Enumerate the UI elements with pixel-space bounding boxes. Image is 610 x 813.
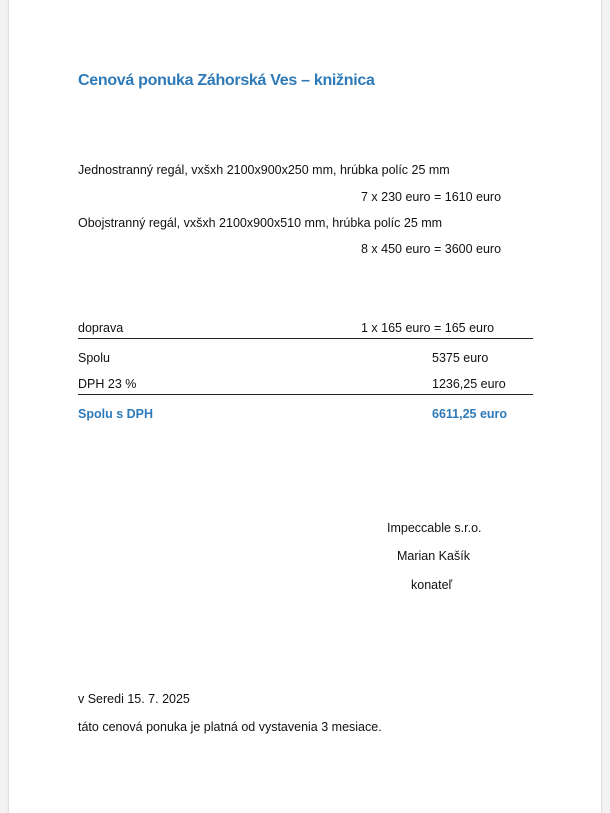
document-title: Cenová ponuka Záhorská Ves – knižnica: [78, 72, 375, 89]
total-value: 6611,25 euro: [432, 407, 508, 421]
subtotal-label: Spolu: [78, 351, 110, 365]
item-1-calculation: 7 x 230 euro = 1610 euro: [361, 190, 502, 204]
signature-name: Marian Kašík: [397, 549, 470, 563]
transport-calculation: 1 x 165 euro = 165 euro: [361, 321, 495, 335]
validity-note: táto cenová ponuka je platná od vystavenia 3 mesiace.: [78, 720, 382, 734]
place-date: v Seredi 15. 7. 2025: [78, 692, 190, 706]
item-1-description: Jednostranný regál, vxšxh 2100x900x250 mm, hrúbka políc 25 mm: [78, 163, 450, 177]
document-page: [9, 0, 601, 813]
signature-company: Impeccable s.r.o.: [387, 521, 482, 535]
vat-value: 1236,25 euro: [432, 377, 506, 391]
vat-label: DPH 23 %: [78, 377, 137, 391]
transport-label: doprava: [78, 321, 124, 335]
total-label: Spolu s DPH: [78, 407, 154, 421]
signature-role: konateľ: [411, 578, 453, 592]
vat-divider: [78, 394, 533, 395]
item-2-description: Obojstranný regál, vxšxh 2100x900x510 mm, hrúbka políc 25 mm: [78, 216, 443, 230]
subtotal-value: 5375 euro: [432, 351, 489, 365]
transport-divider: [78, 338, 533, 339]
item-2-calculation: 8 x 450 euro = 3600 euro: [361, 242, 502, 256]
